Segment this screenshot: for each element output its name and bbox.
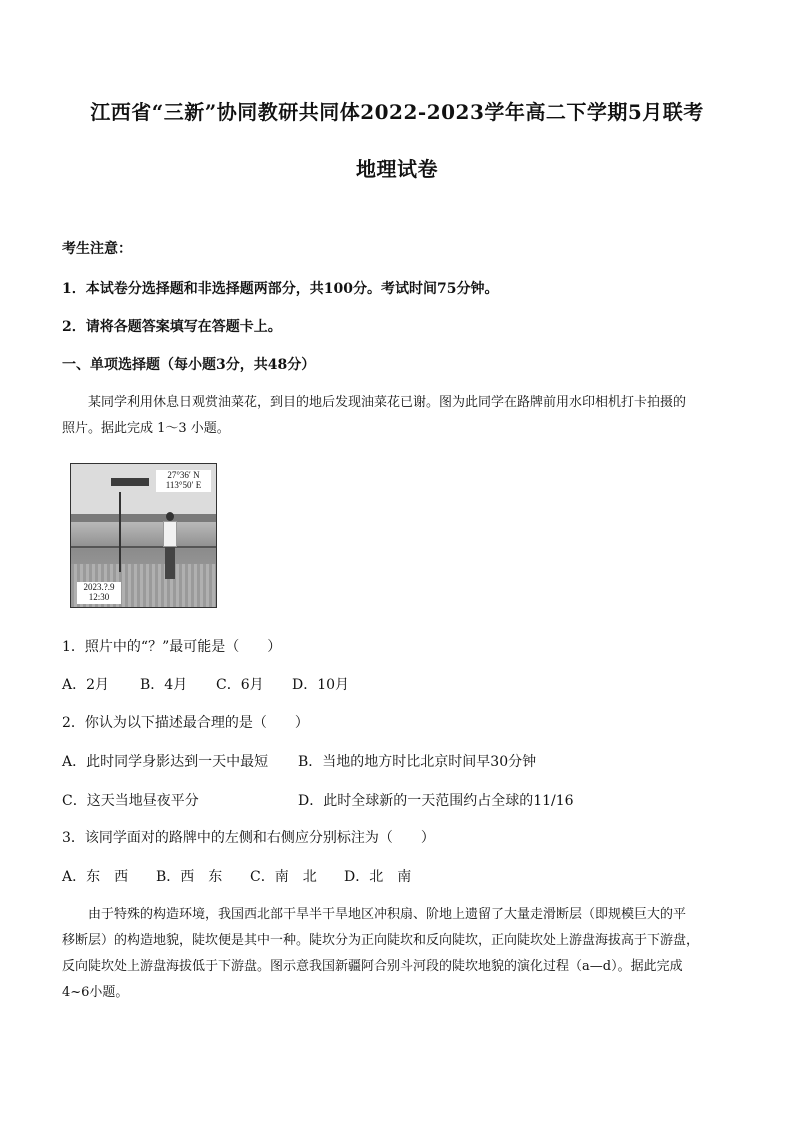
- section-heading: 一、单项选择题（每小题3分，共48分）: [62, 357, 316, 373]
- question-3-option-d: D．北 南: [344, 869, 412, 885]
- photo-longitude: 113°50′ E: [165, 480, 202, 490]
- question-3-option-a: A．东 西: [62, 869, 129, 885]
- photo-timestamp: [77, 582, 121, 604]
- photo-time: 12:30: [88, 592, 110, 602]
- question-2-stem: 2．你认为以下描述最合理的是（ ）: [62, 715, 309, 731]
- question-1-option-d: D．10月: [292, 677, 350, 693]
- notice-item-2: 2．请将各题答案填写在答题卡上。: [62, 319, 282, 335]
- passage-2-line-3: 反向陡坎处上游盘海拔低于下游盘。图示意我国新疆阿合别斗河段的陡坎地貌的演化过程（a—d）。据此完成: [62, 959, 683, 974]
- question-1-option-a: A．2月: [62, 677, 110, 693]
- question-3-stem: 3．该同学面对的路牌中的左侧和右侧应分别标注为（ ）: [62, 830, 435, 846]
- intro-line-1: 某同学利用休息日观赏油菜花，到目的地后发现油菜花已谢。图为此同学在路牌前用水印相机打卡拍摄的: [88, 395, 687, 410]
- question-3-option-b: B．西 东: [156, 869, 223, 885]
- question-2-option-d: D．此时全球新的一天范围约占全球的11/16: [298, 793, 574, 809]
- question-2-option-a: A．此时同学身影达到一天中最短: [62, 754, 269, 770]
- photo-student-head: [166, 512, 174, 521]
- question-2-option-c: C．这天当地昼夜平分: [62, 793, 199, 809]
- intro-paragraph: [62, 390, 730, 442]
- exam-title: 江西省“三新”协同教研共同体2022-2023学年高二下学期5月联考: [90, 100, 704, 124]
- photo-road-sign: [111, 478, 149, 486]
- passage-2: [62, 902, 730, 1006]
- question-2-option-b: B．当地的地方时比北京时间早30分钟: [298, 754, 537, 770]
- photo-student-torso: [163, 521, 177, 547]
- photo-signpost: [119, 492, 121, 572]
- photo-latitude: 27°36′ N: [167, 470, 200, 480]
- notice-item-1: 1．本试卷分选择题和非选择题两部分，共100分。考试时间75分钟。: [62, 281, 499, 297]
- question-3-option-c: C．南 北: [250, 869, 317, 885]
- checkin-photo: [70, 463, 217, 608]
- passage-2-line-4: 4~6小题。: [62, 985, 129, 1000]
- photo-coordinates: [156, 470, 211, 492]
- passage-2-line-1: 由于特殊的构造环境，我国西北部干旱半干旱地区冲积扇、阶地上遗留了大量走滑断层（即规模巨大的平: [88, 907, 687, 922]
- photo-railing: [71, 546, 216, 548]
- question-1-stem: 1．照片中的“？”最可能是（ ）: [62, 639, 282, 655]
- photo-riverbank: [71, 514, 216, 522]
- intro-line-2: 照片。据此完成 1～3 小题。: [62, 421, 230, 436]
- exam-subtitle: 地理试卷: [356, 157, 438, 181]
- question-1-option-c: C．6月: [216, 677, 264, 693]
- passage-2-line-2: 移断层）的构造地貌，陡坎便是其中一种。陡坎分为正向陡坎和反向陡坎，正向陡坎处上游盘海拔高于下游盘，: [62, 933, 700, 948]
- notice-heading: 考生注意：: [62, 241, 132, 257]
- question-1-option-b: B．4月: [140, 677, 188, 693]
- photo-student-legs: [165, 547, 175, 579]
- photo-date: 2023.?.9: [83, 582, 115, 592]
- photo-student: [163, 512, 177, 582]
